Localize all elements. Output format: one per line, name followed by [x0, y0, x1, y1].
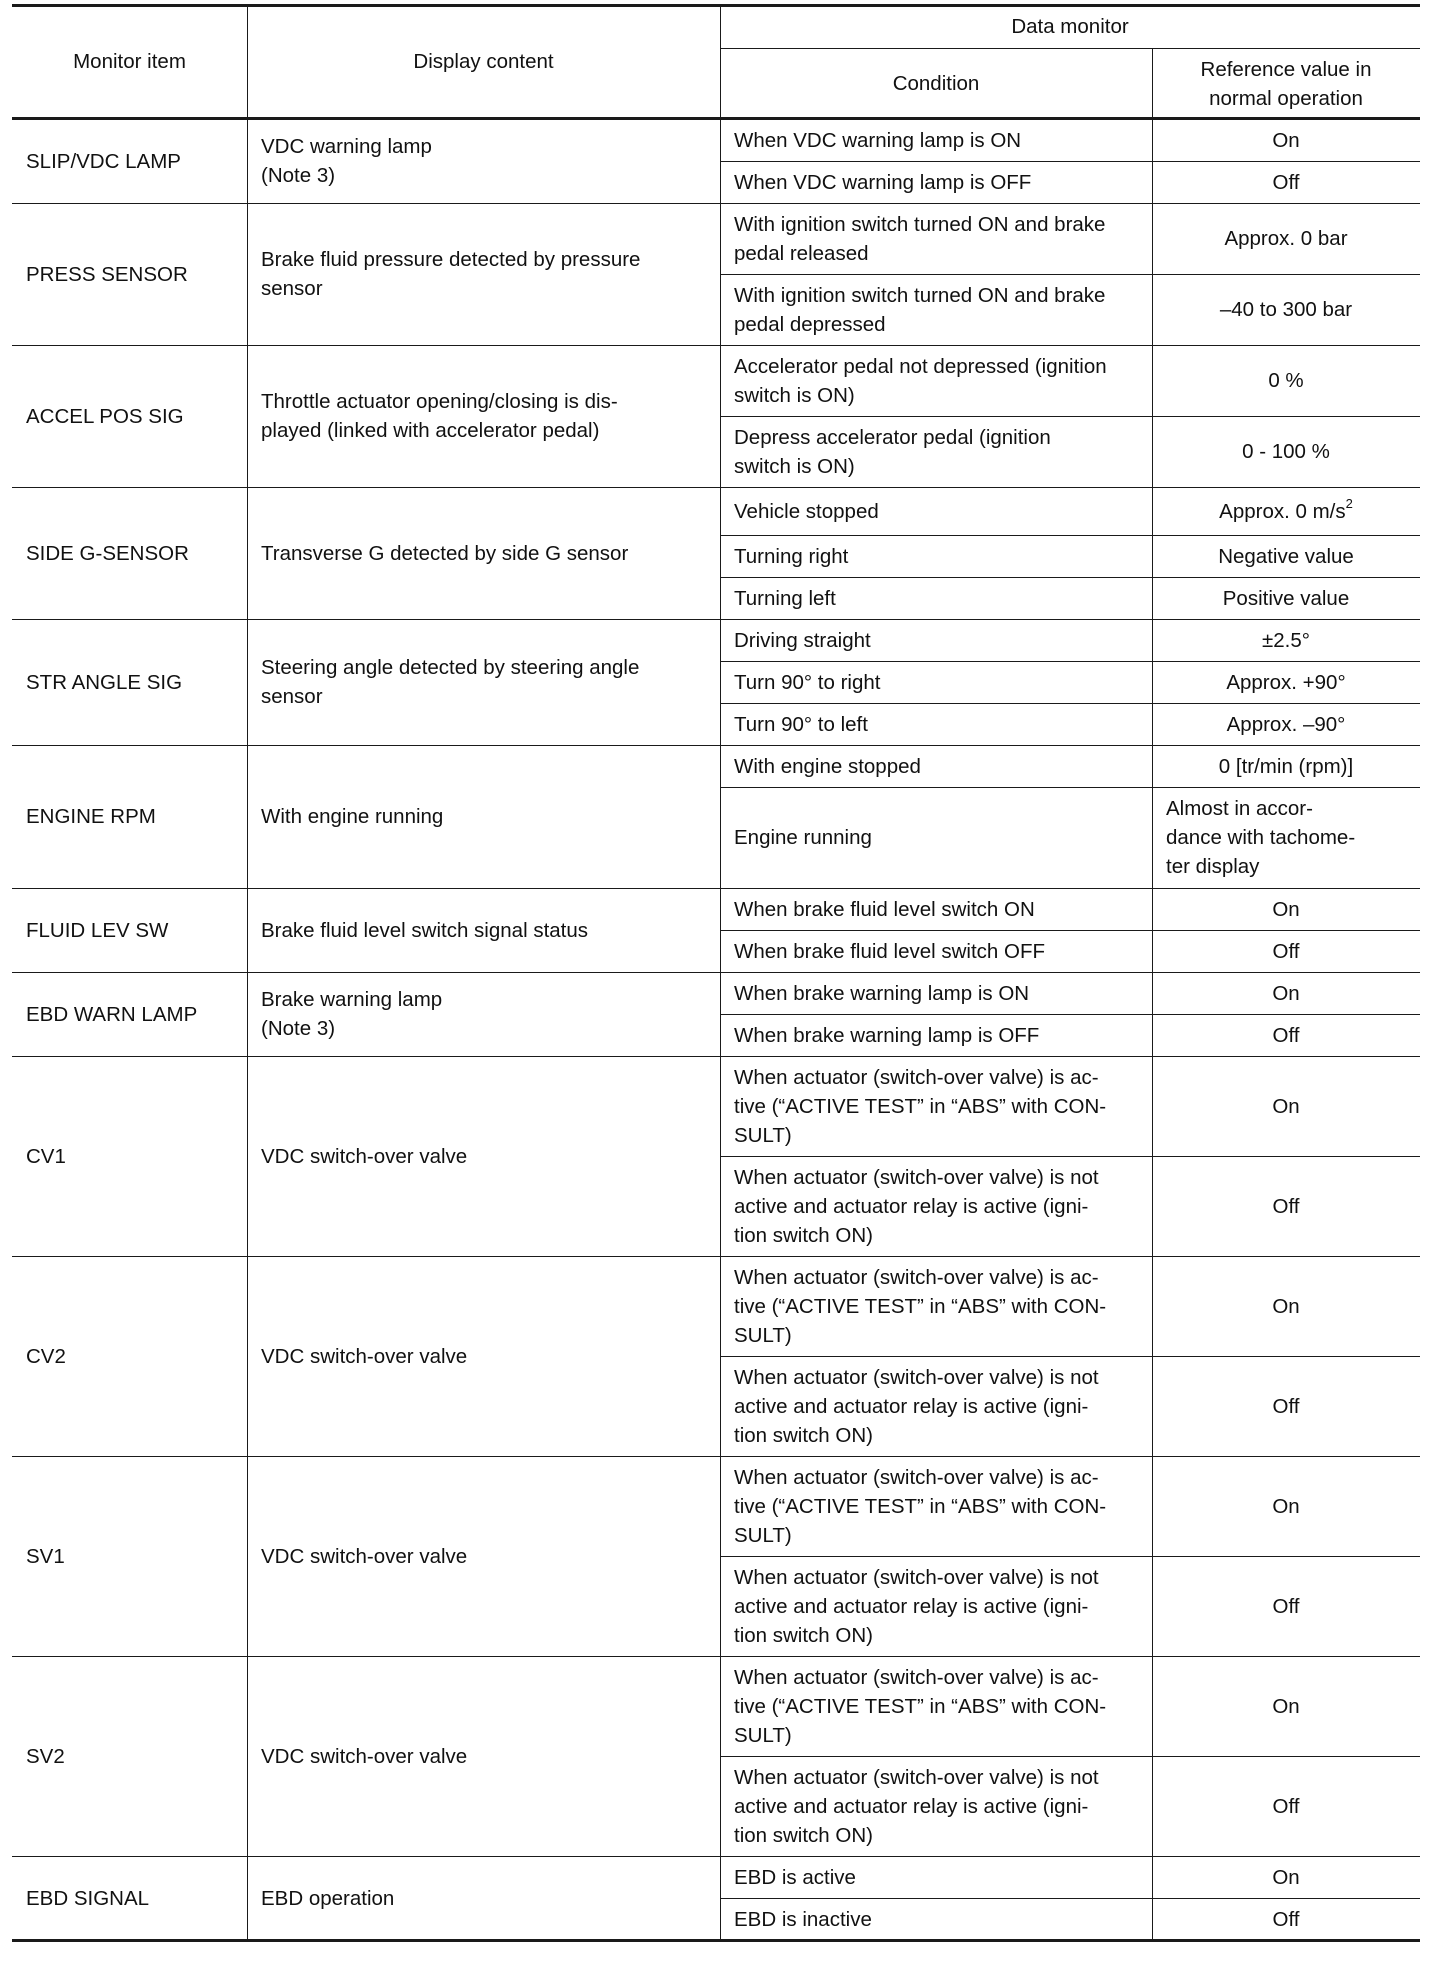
display-content-text: VDC switch-over valve	[261, 1744, 468, 1768]
condition-cell	[720, 416, 1152, 487]
condition-cell-text: When brake fluid level switch OFF	[734, 939, 1046, 963]
reference-value-cell	[1152, 1456, 1420, 1556]
condition-cell-text: Turn 90° to right	[734, 670, 881, 694]
reference-value-cell	[1152, 703, 1420, 745]
reference-value-cell	[1152, 1856, 1420, 1898]
reference-value-cell-text: –40 to 300 bar	[1219, 298, 1353, 321]
monitor-item-text: PRESS SENSOR	[26, 262, 188, 286]
grid-line	[720, 4, 721, 1940]
reference-value-cell	[1152, 1556, 1420, 1656]
reference-value-cell-text: Negative value	[1218, 544, 1354, 568]
condition-cell-text: Turning right	[734, 544, 849, 568]
reference-value-cell	[1152, 972, 1420, 1014]
display-content	[247, 1256, 720, 1456]
reference-value-cell	[1152, 1656, 1420, 1756]
condition-cell	[720, 619, 1152, 661]
reference-value-cell-text: Approx. +90°	[1226, 670, 1346, 694]
display-content	[247, 1456, 720, 1656]
reference-value-cell-text: Approx. 0 $m/s^2$	[1219, 495, 1353, 523]
condition-cell-text: Turning left	[734, 586, 836, 610]
condition-cell-text: Driving straight	[734, 628, 871, 652]
reference-value-cell-text: Off	[1272, 1907, 1300, 1931]
monitor-item	[12, 619, 247, 745]
display-content	[247, 1656, 720, 1856]
monitor-item-text: STR ANGLE SIG	[26, 670, 183, 694]
reference-value-cell-text: Off	[1272, 1394, 1300, 1418]
condition-cell	[720, 930, 1152, 972]
monitor-item	[12, 1456, 247, 1656]
condition-cell-text: When brake warning lamp is ON	[734, 981, 1030, 1005]
condition-cell-text: EBD is active	[734, 1865, 856, 1889]
reference-value-cell-superscript: 2	[1345, 495, 1353, 511]
condition-cell-text: When actuator (switch-over valve) is ac- tive (“ACTIVE TEST” in “ABS” with CON- SULT)	[734, 1465, 1107, 1547]
reference-value-cell-text: Almost in accor- dance with tachome- ter display	[1166, 797, 1356, 878]
display-content-text: With engine running	[261, 805, 444, 828]
reference-value-cell	[1152, 119, 1420, 161]
condition-cell	[720, 119, 1152, 161]
grid-line	[720, 48, 1420, 49]
header-display-content: Display content	[413, 50, 554, 73]
monitor-item-text: CV1	[26, 1144, 66, 1168]
monitor-item	[12, 888, 247, 972]
reference-value-cell	[1152, 274, 1420, 345]
reference-value-cell	[1152, 416, 1420, 487]
condition-cell-text: With ignition switch turned ON and brake pedal released	[734, 212, 1106, 265]
condition-cell	[720, 1356, 1152, 1456]
monitor-item	[12, 1056, 247, 1256]
condition-cell	[720, 1898, 1152, 1940]
monitor-item	[12, 119, 247, 203]
reference-value-cell-text: Off	[1272, 1594, 1300, 1618]
display-content-text: EBD operation	[261, 1886, 395, 1910]
display-content-text: VDC switch-over valve	[261, 1144, 468, 1168]
reference-value-cell	[1152, 577, 1420, 619]
display-content	[247, 119, 720, 203]
display-content	[247, 1056, 720, 1256]
condition-cell	[720, 1756, 1152, 1856]
condition-cell-text: Engine running	[734, 826, 872, 849]
reference-value-cell-text: On	[1272, 897, 1300, 921]
condition-cell	[720, 1456, 1152, 1556]
reference-value-cell	[1152, 1014, 1420, 1056]
reference-value-cell	[1152, 787, 1420, 888]
reference-value-cell	[1152, 1156, 1420, 1256]
condition-cell	[720, 577, 1152, 619]
reference-value-cell-text: ±2.5°	[1262, 628, 1310, 652]
condition-cell-text: When VDC warning lamp is ON	[734, 128, 1022, 152]
reference-value-cell	[1152, 487, 1420, 535]
display-content	[247, 203, 720, 345]
condition-cell-text: With ignition switch turned ON and brake pedal depressed	[734, 283, 1106, 336]
condition-cell	[720, 1556, 1152, 1656]
condition-cell	[720, 161, 1152, 203]
monitor-item-text: SV1	[26, 1544, 65, 1568]
condition-cell-text: EBD is inactive	[734, 1907, 872, 1931]
condition-cell-text: Accelerator pedal not depressed (ignition switch is ON)	[734, 354, 1107, 407]
reference-value-cell-text: Off	[1272, 1794, 1300, 1818]
reference-value-cell-text: Off	[1272, 1023, 1300, 1047]
monitor-item	[12, 487, 247, 619]
display-content	[247, 619, 720, 745]
reference-value-cell-text: Off	[1272, 939, 1300, 963]
reference-value-cell-text: Positive value	[1222, 586, 1350, 610]
grid-line	[247, 4, 248, 1940]
condition-cell-text: When VDC warning lamp is OFF	[734, 170, 1032, 194]
condition-cell-text: Turn 90° to left	[734, 712, 868, 736]
condition-cell	[720, 1056, 1152, 1156]
display-content	[247, 1856, 720, 1940]
condition-cell	[720, 487, 1152, 535]
reference-value-cell-text: On	[1272, 1094, 1300, 1118]
reference-value-cell	[1152, 203, 1420, 274]
condition-cell-text: With engine stopped	[734, 754, 921, 778]
reference-value-cell-text: 0 %	[1268, 369, 1304, 392]
condition-cell	[720, 1156, 1152, 1256]
header-reference-value: Reference value in normal operation	[1200, 57, 1372, 110]
condition-cell	[720, 888, 1152, 930]
display-content-text: Steering angle detected by steering angle sensor	[261, 656, 640, 708]
reference-value-cell	[1152, 1056, 1420, 1156]
display-content	[247, 745, 720, 888]
display-content-text: Brake fluid pressure detected by pressure sensor	[261, 248, 641, 300]
header-data-monitor: Data monitor	[1011, 14, 1129, 38]
display-content	[247, 972, 720, 1056]
condition-cell-text: Vehicle stopped	[734, 499, 879, 523]
condition-cell	[720, 535, 1152, 577]
condition-cell-text: When actuator (switch-over valve) is ac- tive (“ACTIVE TEST” in “ABS” with CON- SULT)	[734, 1265, 1107, 1347]
monitor-item-text: CV2	[26, 1344, 66, 1368]
condition-cell-text: When brake fluid level switch ON	[734, 897, 1035, 921]
display-content-text: Transverse G detected by side G sensor	[261, 541, 629, 565]
monitor-item-text: ACCEL POS SIG	[26, 404, 184, 428]
monitor-item-text: SIDE G-SENSOR	[26, 541, 189, 565]
display-content	[247, 487, 720, 619]
reference-value-cell	[1152, 1756, 1420, 1856]
condition-cell	[720, 203, 1152, 274]
condition-cell	[720, 703, 1152, 745]
reference-value-cell	[1152, 161, 1420, 203]
reference-value-cell	[1152, 619, 1420, 661]
grid-line	[12, 4, 1420, 7]
condition-cell	[720, 787, 1152, 888]
condition-cell	[720, 1014, 1152, 1056]
header-monitor-item: Monitor item	[73, 50, 186, 73]
monitor-item-text: FLUID LEV SW	[26, 918, 169, 942]
reference-value-cell-text: 0 [tr/min (rpm)]	[1218, 754, 1354, 778]
monitor-item	[12, 1256, 247, 1456]
condition-cell	[720, 274, 1152, 345]
monitor-item	[12, 745, 247, 888]
display-content-text: Throttle actuator opening/closing is dis- played (linked with accelerator pedal)	[261, 390, 618, 442]
condition-cell	[720, 345, 1152, 416]
reference-value-cell	[1152, 930, 1420, 972]
reference-value-cell-text: Off	[1272, 170, 1300, 194]
monitor-item-text: SV2	[26, 1744, 65, 1768]
monitor-item	[12, 203, 247, 345]
reference-value-cell-text: On	[1272, 1294, 1300, 1318]
condition-cell	[720, 1656, 1152, 1756]
condition-cell-text: When actuator (switch-over valve) is not active and actuator relay is active (igni- tion switch ON)	[734, 1165, 1099, 1247]
display-content	[247, 888, 720, 972]
display-content-text: VDC warning lamp (Note 3)	[261, 135, 432, 187]
reference-value-cell	[1152, 745, 1420, 787]
grid-line	[12, 1939, 1420, 1942]
reference-value-cell	[1152, 1256, 1420, 1356]
reference-value-cell-text: Approx. –90°	[1226, 712, 1346, 736]
reference-value-cell	[1152, 888, 1420, 930]
reference-value-cell-text: On	[1272, 128, 1300, 152]
condition-cell-text: When brake warning lamp is OFF	[734, 1023, 1040, 1047]
condition-cell-text: When actuator (switch-over valve) is not active and actuator relay is active (igni- tion switch ON)	[734, 1365, 1099, 1447]
display-content-text: Brake warning lamp (Note 3)	[261, 988, 443, 1040]
monitor-item-text: EBD SIGNAL	[26, 1886, 150, 1910]
reference-value-cell-text: On	[1272, 981, 1300, 1005]
reference-value-cell-text: Off	[1272, 1194, 1300, 1218]
reference-value-cell-text: Approx. 0 bar	[1224, 227, 1348, 250]
reference-value-cell	[1152, 661, 1420, 703]
condition-cell	[720, 1256, 1152, 1356]
reference-value-cell	[1152, 345, 1420, 416]
header-condition: Condition	[892, 72, 980, 95]
display-content-text: VDC switch-over valve	[261, 1544, 468, 1568]
reference-value-cell-text: 0 - 100 %	[1242, 440, 1330, 463]
reference-value-cell-text: On	[1272, 1694, 1300, 1718]
reference-value-cell	[1152, 535, 1420, 577]
condition-cell	[720, 745, 1152, 787]
reference-value-cell	[1152, 1898, 1420, 1940]
condition-cell	[720, 1856, 1152, 1898]
condition-cell-text: When actuator (switch-over valve) is not active and actuator relay is active (igni- tion switch ON)	[734, 1765, 1099, 1847]
monitor-item	[12, 1656, 247, 1856]
data-monitor-table	[12, 4, 1420, 1969]
monitor-item	[12, 1856, 247, 1940]
display-content-text: Brake fluid level switch signal status	[261, 918, 589, 942]
condition-cell	[720, 972, 1152, 1014]
display-content-text: VDC switch-over valve	[261, 1344, 468, 1368]
monitor-item-text: EBD WARN LAMP	[26, 1002, 198, 1026]
monitor-item	[12, 972, 247, 1056]
monitor-item-text: SLIP/VDC LAMP	[26, 149, 181, 173]
condition-cell-text: When actuator (switch-over valve) is not active and actuator relay is active (igni- tion switch ON)	[734, 1565, 1099, 1647]
condition-cell-text: Depress accelerator pedal (ignition switch is ON)	[734, 425, 1051, 478]
monitor-item-text: ENGINE RPM	[26, 805, 156, 828]
monitor-item	[12, 345, 247, 487]
condition-cell-text: When actuator (switch-over valve) is ac- tive (“ACTIVE TEST” in “ABS” with CON- SULT)	[734, 1665, 1107, 1747]
reference-value-cell	[1152, 1356, 1420, 1456]
condition-cell	[720, 661, 1152, 703]
display-content	[247, 345, 720, 487]
reference-value-cell-text: On	[1272, 1494, 1300, 1518]
reference-value-cell-text: On	[1272, 1865, 1300, 1889]
grid-line	[1152, 48, 1153, 1940]
condition-cell-text: When actuator (switch-over valve) is ac- tive (“ACTIVE TEST” in “ABS” with CON- SULT)	[734, 1065, 1107, 1147]
